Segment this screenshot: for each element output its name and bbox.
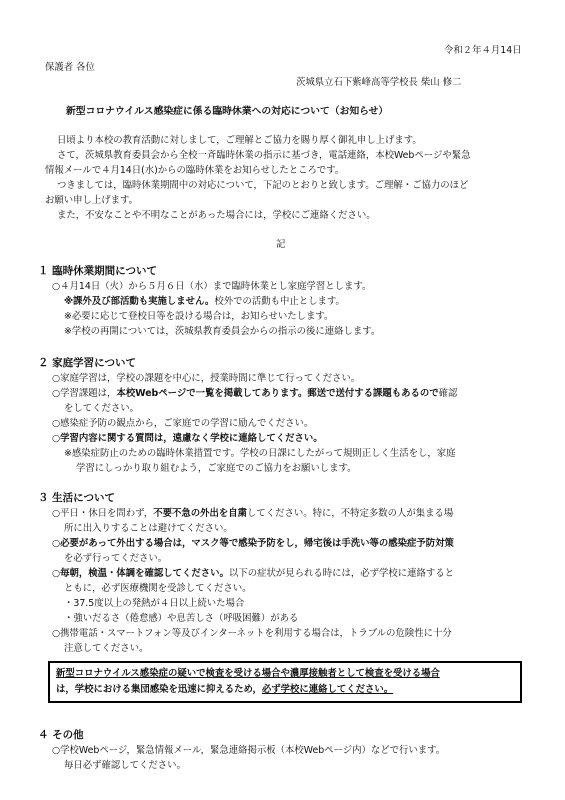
notice-line-2-underlined: 必ず学校に連絡してください。 (261, 684, 394, 695)
section-4-line-2: 毎日必ず確認してください。 (64, 760, 186, 771)
section-3-line-1-c: してください。特に，不特定多数の人が集まる場 (246, 508, 454, 519)
section-3-line-5 (52, 567, 454, 581)
section-2-line-5: ○学習内容に関する質問は，遠慮なく学校に連絡してください。 (52, 433, 323, 444)
section-3-line-3: ○必要があって外出する場合は，マスク等で感染予防をし，帰宅後は手洗い等の感染症予防対策 (52, 538, 454, 549)
section-3-line-10: 注意してください。 (64, 643, 149, 654)
notice-line-2 (56, 683, 393, 697)
ki-marker: 記 (276, 239, 286, 250)
section-1-line-3: ※必要に応じて登校日等を設ける場合は，お知らせいたします。 (64, 311, 334, 322)
notice-line-2-a: は，学校における集団感染を迅速に抑えるため， (56, 684, 262, 695)
section-3-line-1-bold: 不要不急の外出を自粛 (153, 508, 247, 519)
section-4-heading: ４ その他 (38, 729, 84, 741)
section-1-line-2-bold: ※課外及び部活動も実施しません。 (64, 296, 215, 307)
section-1-heading: １ 臨時休業期間について (38, 265, 157, 277)
section-1-line-4: ※学校の再開については，茨城県教育委員会からの指示の後に連絡します。 (64, 326, 381, 337)
section-3-line-5-normal: 以下の症状が見られる時には，必ず学校に連絡すると (228, 568, 454, 579)
section-2-heading: ２ 家庭学習について (38, 357, 136, 369)
section-2-line-2-c: 確認 (438, 388, 458, 399)
section-3-heading: ３ 生活について (38, 492, 115, 504)
section-2-line-7: 学習にしっかり取り組むよう，ご家庭でのご協力をお願いします。 (76, 463, 357, 474)
section-2-line-6: ※感染症防止のための臨時休業措置です。学校の日課にしたがって規則正しく生活をし，家庭 (64, 448, 456, 459)
document-title: 新型コロナウイルス感染症に係る臨時休業への対応について（お知らせ） (66, 106, 389, 117)
recipient: 保護者 各位 (45, 62, 95, 73)
section-3-line-9: ○携帯電話・スマートフォン等及びインターネットを利用する場合は，トラブルの危険性に十分 (52, 628, 452, 639)
section-2-line-3: をしてください。 (64, 403, 140, 414)
section-3-line-7: ・37.5度以上の発熱が４日以上続いた場合 (64, 598, 245, 609)
document-date: 令和２年４月14日 (444, 45, 522, 56)
section-4-line-1: ○学校Webページ，緊急情報メール，緊急連絡掲示板（本校Webページ内）などで行います。 (52, 745, 446, 756)
section-2-line-2 (52, 387, 457, 401)
section-3-line-6: ともに，必ず医療機関を受診してください。 (64, 583, 252, 594)
section-3-line-4: を必ず行ってください。 (64, 553, 168, 564)
section-2-line-2-bold: 本校Webページで一覧を掲載してあります。郵送で送付する課題もあるので (116, 388, 439, 399)
section-1-line-2 (64, 295, 345, 309)
section-3-line-1 (52, 507, 453, 521)
section-2-line-2-a: ○学習課題は， (52, 388, 117, 399)
section-2-line-4: ○感染症予防の観点から，ご家庭での学習に励んでください。 (52, 418, 314, 429)
intro-line-6: また，不安なことや不明なことがあった場合には，学校にご連絡ください。 (57, 210, 376, 221)
section-3-line-8: ・強いだるさ（倦怠感）や息苦しさ（呼吸困難）がある (64, 613, 299, 624)
section-2-line-1: ○家庭学習は，学校の課題を中心に，授業時間に準じて行ってください。 (52, 373, 361, 384)
intro-line-5: お願い申し上げます。 (45, 195, 138, 206)
sender: 茨城県立石下紫峰高等学校長 柴山 修二 (296, 77, 462, 88)
section-1-line-2-normal: 校外での活動も中止とします。 (214, 296, 345, 307)
notice-line-1: 新型コロナウイルス感染症の疑いで検査を受ける場合や濃厚接触者として検査を受ける場合 (56, 668, 440, 679)
intro-line-3: 情報メールで４月14日(水)からの臨時休業をお知らせしたところです。 (45, 165, 345, 176)
section-3-line-5-bold: ○毎朝，検温・体調を確認してください。 (52, 568, 229, 579)
intro-line-1: 日頃より本校の教育活動に対しまして，ご理解とご協力を賜り厚く御礼申し上げます。 (57, 135, 422, 146)
section-3-line-1-a: ○平日・休日を問わず， (52, 508, 154, 519)
section-1-line-1: ○４月14日（火）から５月６日（水）まで臨時休業とし家庭学習とします。 (52, 281, 372, 292)
intro-line-4: つきましては，臨時休業期間中の対応について，下記のとおりと致します。ご理解・ご協力のほど (57, 180, 469, 191)
section-3-line-2: 所に出入りすることは避けてください。 (64, 523, 233, 534)
intro-line-2: さて，茨城県教育委員会から全校一斉臨時休業の指示に基づき，電話連絡，本校Webページや緊急 (57, 150, 471, 161)
